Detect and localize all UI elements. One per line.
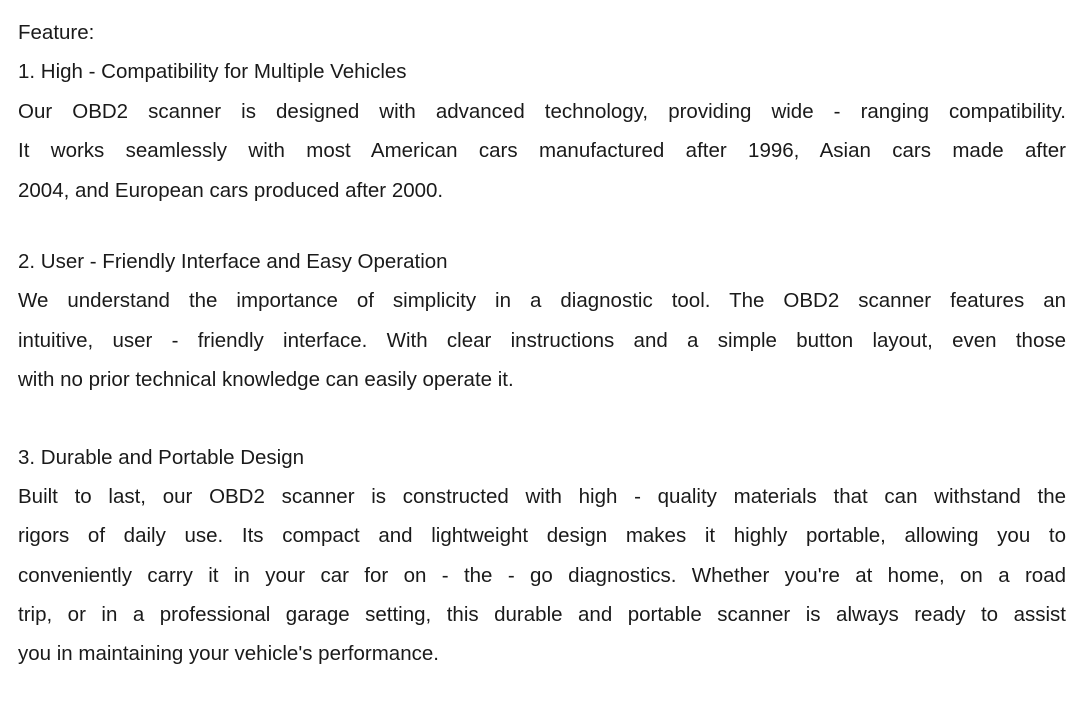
paragraph-line: with no prior technical knowledge can easily operate it. [18, 368, 514, 392]
paragraph-spacer [18, 210, 1066, 242]
feature-section-durable [18, 438, 1066, 674]
section-title: 1. High - Compatibility for Multiple Vehicles [18, 60, 407, 84]
paragraph-line: intuitive, user - friendly interface. With clear instructions and a simple button layout, even those [18, 328, 1066, 352]
paragraph-line: you in maintaining your vehicle's performance. [18, 642, 439, 666]
paragraph-line: trip, or in a professional garage setting, this durable and portable scanner is always ready to assist [18, 603, 1066, 627]
feature-section-compatibility [18, 52, 1066, 210]
paragraph-line: Our OBD2 scanner is designed with advanced technology, providing wide - ranging compatibility. [18, 99, 1066, 123]
feature-section-interface [18, 242, 1066, 400]
paragraph-line: We understand the importance of simplicity in a diagnostic tool. The OBD2 scanner features an [18, 289, 1066, 313]
paragraph-line: rigors of daily use. Its compact and lightweight design makes it highly portable, allowing you to [18, 524, 1066, 548]
paragraph-spacer [18, 400, 1066, 438]
section-title: 2. User - Friendly Interface and Easy Operation [18, 249, 448, 273]
feature-document [18, 13, 1066, 674]
paragraph-line: 2004, and European cars produced after 2000. [18, 178, 444, 202]
paragraph-line: Built to last, our OBD2 scanner is constructed with high - quality materials that can withstand the [18, 484, 1066, 508]
document-heading: Feature: [18, 21, 95, 44]
paragraph-line: conveniently carry it in your car for on - the - go diagnostics. Whether you're at home, on a road [18, 563, 1066, 587]
section-title: 3. Durable and Portable Design [18, 445, 305, 469]
paragraph-line: It works seamlessly with most American cars manufactured after 1996, Asian cars made after [18, 139, 1066, 163]
